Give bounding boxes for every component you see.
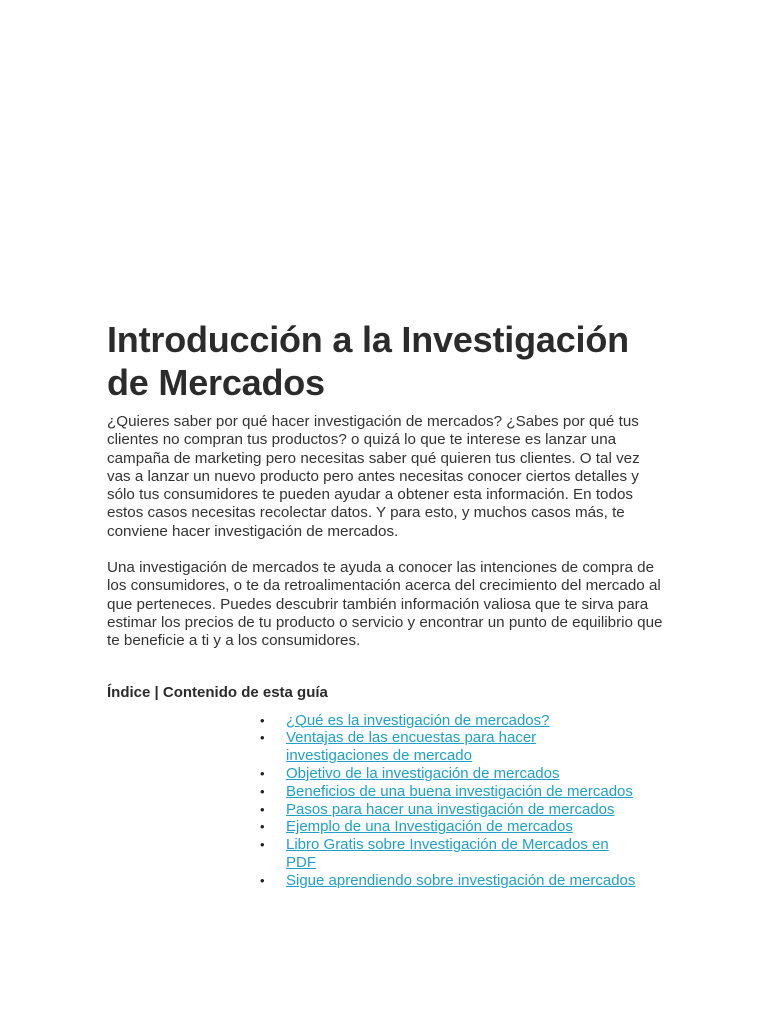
toc-item (260, 818, 640, 836)
toc-link-beneficios[interactable]: Beneficios de una buena investigación de mercados (286, 782, 633, 800)
toc-link-objetivo[interactable]: Objetivo de la investigación de mercados (286, 764, 560, 782)
bullet-icon: • (260, 837, 265, 853)
toc-item (260, 872, 640, 890)
toc-item (260, 783, 640, 801)
bullet-icon: • (260, 765, 265, 781)
intro-paragraph-2: Una investigación de mercados te ayuda a conocer las intenciones de compra de los consumidores, o te da retroalimentación acerca del crecimiento del mercado al que perteneces. Puedes descubrir también información valiosa que te sirva para estimar los precios de tu producto o servicio y encontrar un punto de equilibrio que te beneficie a ti y a los consumidores. (107, 559, 663, 650)
intro-paragraph-1: ¿Quieres saber por qué hacer investigación de mercados? ¿Sabes por qué tus clientes no compran tus productos? o quizá lo que te interese es lanzar una campaña de marketing pero necesitas saber qué quieren tus clientes. O tal vez vas a lanzar un nuevo producto pero antes necesitas conocer ciertos detalles y sólo tus consumidores te pueden ayudar a obtener esta información. En todos estos casos necesitas recolectar datos. Y para esto, y muchos casos más, te conviene hacer investigación de mercados. (107, 413, 640, 540)
toc-link-pasos[interactable]: Pasos para hacer una investigación de mercados (286, 800, 615, 818)
toc-link-ejemplo[interactable]: Ejemplo de una Investigación de mercados (286, 818, 573, 836)
toc-item (260, 836, 640, 872)
bullet-icon: • (260, 819, 265, 835)
index-heading: Índice | Contenido de esta guía (107, 683, 328, 701)
toc-link-sigue-aprendiendo[interactable]: Sigue aprendiendo sobre investigación de mercados (286, 871, 636, 889)
toc-link-ventajas-encuestas[interactable]: Ventajas de las encuestas para hacer investigaciones de mercado (286, 729, 537, 765)
bullet-icon: • (260, 783, 265, 799)
toc-link-que-es[interactable]: ¿Qué es la investigación de mercados? (286, 711, 550, 729)
toc-item (260, 801, 640, 819)
article (107, 318, 667, 890)
bullet-icon: • (260, 801, 265, 817)
bullet-icon: • (260, 730, 265, 746)
table-of-contents (260, 712, 640, 890)
bullet-icon: • (260, 712, 265, 728)
toc-link-libro-gratis[interactable]: Libro Gratis sobre Investigación de Mercados en PDF (286, 836, 609, 871)
page-title: Introducción a la Investigación de Mercados (107, 319, 629, 403)
toc-item (260, 712, 640, 730)
toc-item (260, 729, 640, 765)
toc-item (260, 765, 640, 783)
bullet-icon: • (260, 872, 265, 888)
